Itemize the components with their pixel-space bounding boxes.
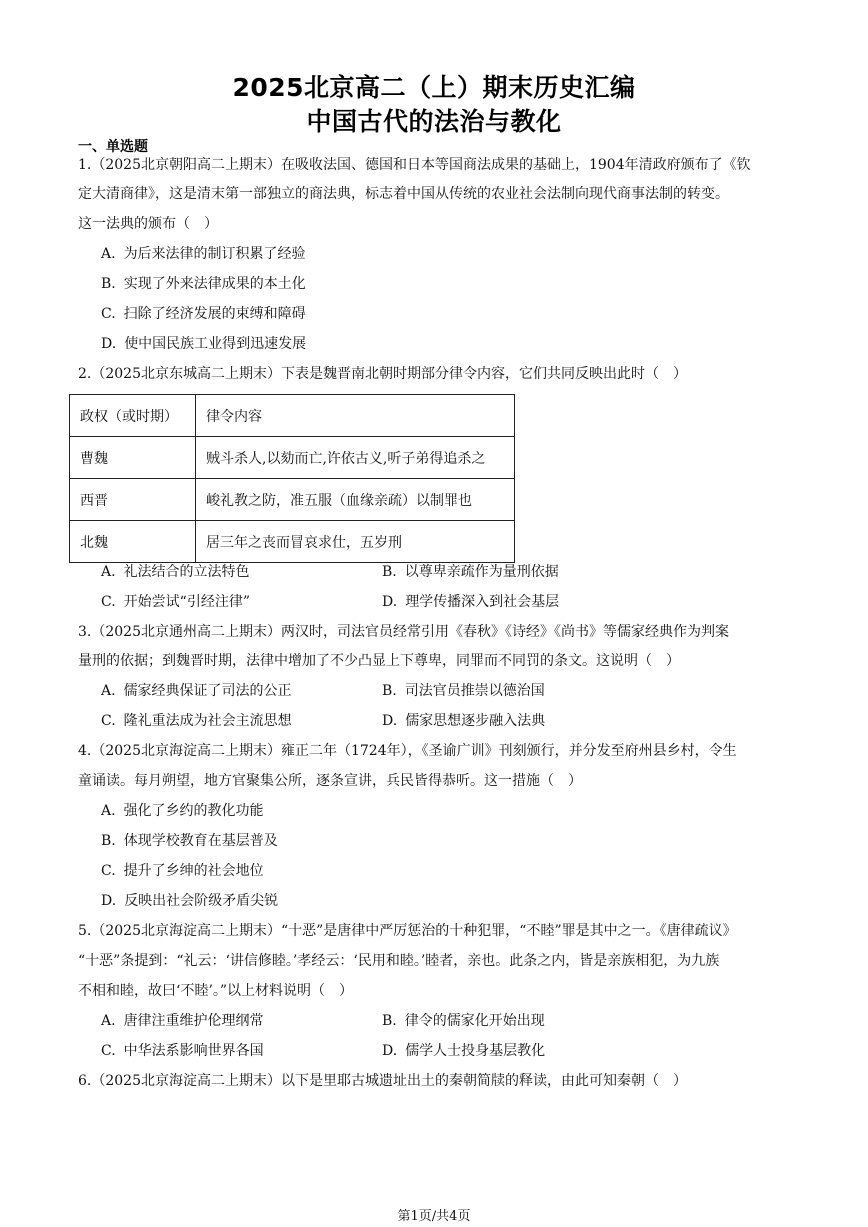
table-cell: 西晋 xyxy=(70,479,196,521)
q5-option-c: C. 中华法系影响世界各国 xyxy=(101,1043,264,1059)
q1-option-b: B. 实现了外来法律成果的本土化 xyxy=(101,276,306,292)
table-cell: 贼斗杀人,以劾而亡,许依古义,听子弟得追杀之 xyxy=(196,437,515,479)
q3-option-c: C. 隆礼重法成为社会主流思想 xyxy=(101,713,292,729)
table-cell: 居三年之丧而冒哀求仕，五岁刑 xyxy=(196,521,515,563)
q1-stem-line: 这一法典的颁布（ ） xyxy=(78,216,218,232)
table-header-cell: 政权（或时期） xyxy=(70,395,196,437)
q5-option-a: A. 唐律注重维护伦理纲常 xyxy=(101,1013,264,1029)
q4-stem-line: 4.（2025北京海淀高二上期末）雍正二年（1724年），《圣谕广训》刊刻颁行，并分发至府州县乡村，令生 xyxy=(78,743,737,759)
q3-stem-line: 3.（2025北京通州高二上期末）两汉时，司法官员经常引用《春秋》《诗经》《尚书》等儒家经典作为判案 xyxy=(78,624,729,640)
q2-option-d: D. 理学传播深入到社会基层 xyxy=(382,594,560,610)
q4-option-a: A. 强化了乡约的教化功能 xyxy=(101,803,264,819)
q2-option-c: C. 开始尝试“引经注律” xyxy=(101,594,250,610)
table-row xyxy=(70,479,515,521)
q1-option-a: A. 为后来法律的制订积累了经验 xyxy=(101,246,306,262)
table-cell: 北魏 xyxy=(70,521,196,563)
q3-option-b: B. 司法官员推崇以德治国 xyxy=(382,683,545,699)
q5-option-d: D. 儒学人士投身基层教化 xyxy=(382,1043,546,1059)
q6-stem-line: 6.（2025北京海淀高二上期末）以下是里耶古城遗址出土的秦朝简牍的释读，由此可知秦朝（ ） xyxy=(78,1073,687,1089)
q4-option-c: C. 提升了乡绅的社会地位 xyxy=(101,863,264,879)
q1-option-d: D. 使中国民族工业得到迅速发展 xyxy=(101,336,307,352)
section-heading: 一、单选题 xyxy=(78,139,148,155)
page-footer: 第1页/共4页 xyxy=(397,1209,471,1224)
q2-option-b: B. 以尊卑亲疏作为量刑依据 xyxy=(382,564,559,580)
q3-option-a: A. 儒家经典保证了司法的公正 xyxy=(101,683,292,699)
q5-option-b: B. 律令的儒家化开始出现 xyxy=(382,1013,545,1029)
table-row xyxy=(70,437,515,479)
table-row xyxy=(70,521,515,563)
q5-stem-line: 5.（2025北京海淀高二上期末）“十恶”是唐律中严厉惩治的十种犯罪，“不睦”罪是其中之一。《唐律疏议》 xyxy=(78,923,737,939)
table-header-row xyxy=(70,395,515,437)
q1-stem-line: 1.（2025北京朝阳高二上期末）在吸收法国、德国和日本等国商法成果的基础上，1904年清政府颁布了《钦 xyxy=(78,157,751,173)
q4-stem-line: 童诵读。每月朔望，地方官聚集公所，逐条宣讲，兵民皆得恭听。这一措施（ ） xyxy=(78,773,582,789)
table-header-cell: 律令内容 xyxy=(196,395,515,437)
table-cell: 峻礼教之防，准五服（血缘亲疏）以制罪也 xyxy=(196,479,515,521)
q4-option-d: D. 反映出社会阶级矛盾尖锐 xyxy=(101,893,279,909)
q2-stem-line: 2.（2025北京东城高二上期末）下表是魏晋南北朝时期部分律令内容，它们共同反映出此时（ ） xyxy=(78,366,687,382)
document-subtitle: 中国古代的法治与教化 xyxy=(306,107,562,136)
q4-option-b: B. 体现学校教育在基层普及 xyxy=(101,833,278,849)
q1-stem-line: 定大清商律》，这是清末第一部独立的商法典，标志着中国从传统的农业社会法制向现代商事法制的转变。 xyxy=(78,186,729,202)
table-cell: 曹魏 xyxy=(70,437,196,479)
q5-stem-line: 不相和睦，故曰‘不睦’。”以上材料说明（ ） xyxy=(78,983,354,999)
q3-stem-line: 量刑的依据；到魏晋时期，法律中增加了不少凸显上下尊卑，同罪而不同罚的条文。这说明（ ） xyxy=(78,653,680,669)
document-title: 2025北京高二（上）期末历史汇编 xyxy=(232,73,636,102)
q2-option-a: A. 礼法结合的立法特色 xyxy=(101,564,250,580)
q1-option-c: C. 扫除了经济发展的束缚和障碍 xyxy=(101,306,306,322)
q5-stem-line: “十恶”条提到：“礼云：‘讲信修睦。’孝经云：‘民用和睦。’睦者，亲也。此条之内，皆是亲族相犯，为九族 xyxy=(78,953,720,969)
law-table xyxy=(69,394,515,563)
q3-option-d: D. 儒家思想逐步融入法典 xyxy=(382,713,546,729)
